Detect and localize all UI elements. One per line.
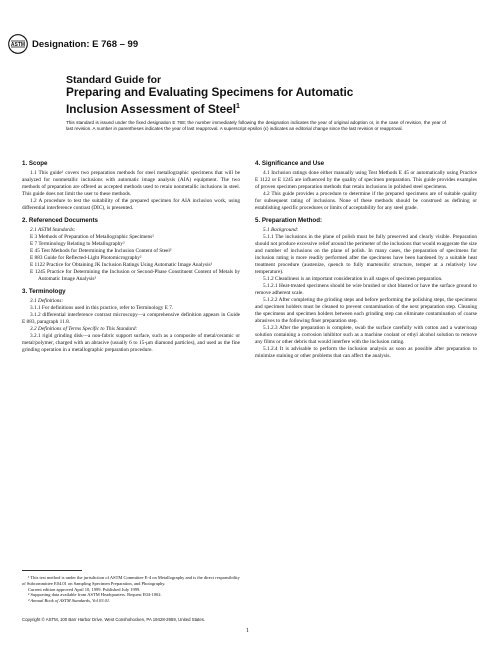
footnote-1-edition: Current edition approved April 10, 1999. Published July 1999. xyxy=(28,586,141,592)
paragraph-5-1-2: 5.1.2 Cleanliness is an important consideration in all stages of specimen preparation. xyxy=(263,276,443,282)
paragraph-4-2: 4.2 This guide provides a procedure to determine if the prepared specimens are of suitable quality for subsequent rating of inclusions. None of these methods should be construed as defining or establishing specific procedures or limits of acceptability for any steel grade. xyxy=(255,191,477,211)
paragraph-5-1-1: 5.1.1 The inclusions in the plane of polish must be fully preserved and clearly visible. Preparation should not produce excessive relief around the perimeter of the inclusions that would exaggerate the size and number of inclusions on the plane of polish. In many cases, the preparation of specimens for inclusion rating is more readily performed after the specimens have been hardened by a suitable heat treatment procedure (austenize, quench to fully martensitic structure, temper at a relatively low temperature). xyxy=(255,234,477,275)
paragraph-3-1-1: 3.1.1 For definitions used in this practice, refer to Terminology E 7. xyxy=(30,305,174,311)
designation: Designation: E 768 – 99 xyxy=(32,38,139,50)
section-heading-scope: 1. Scope xyxy=(22,160,48,167)
paragraph-3-2: 3.2 Definitions of Terms Specific to This Standard: xyxy=(30,326,138,332)
title-footnote-mark: 1 xyxy=(236,102,240,110)
title-line-1: Preparing and Evaluating Specimens for Automatic xyxy=(66,85,354,99)
footnote-1: ¹ This test method is under the jurisdiction of ASTM Committee E-4 on Metallography and is the direct responsibility of Subcommittee E04.01 on Sampling Specimen Preparation, and Photography. xyxy=(22,575,240,586)
paragraph-5-1-2-2: 5.1.2.2 After completing the grinding steps and before performing the polishing steps, the specimens and specimen holders must be cleaned to prevent contamination of the next preparation step. Cleaning the specimens and specimen holders between each grinding step can eliminate contamination of coarse abrasives to the following finer preparation step. xyxy=(255,297,477,324)
footnotes xyxy=(22,572,240,604)
right-column xyxy=(255,160,477,360)
reference-item: E 45 Test Methods for Determining the Inclusion Content of Steel² xyxy=(30,248,172,254)
footnote-3: ³ Annual Book of ASTM Standards, Vol 03.01. xyxy=(28,598,111,604)
paragraph-1-2: 1.2 A procedure to test the suitability of the prepared specimen for AIA inclusion work, using differential interference contrast (DIC), is presented. xyxy=(22,198,240,211)
copyright-notice: Copyright © ASTM, 100 Barr Harbor Drive, West Conshohocken, PA 19428-2959, United States. xyxy=(22,617,206,622)
reference-item: E 3 Methods of Preparation of Metallographic Specimens² xyxy=(30,234,154,240)
paragraph-4-1: 4.1 Inclusion ratings done either manually using Test Methods E 45 or automatically using Practice E 1122 or E 1245 are influenced by the quality of specimen preparation. This guide provides examples of proven specimen preparation methods that retain inclusions in polished steel specimens. xyxy=(255,170,477,190)
paragraph-1-1: 1.1 This guide¹ covers two preparation methods for steel metallographic specimens that will be analyzed for nonmetallic inclusions with automatic image analysis (AIA) equipment. The two methods of preparation are offered as accepted methods used to retain nonmetallic inclusions in steel. This guide does not limit the user to these methods. xyxy=(22,170,240,197)
paragraph-3-2-1: 3.2.1 rigid grinding disk—a non-fabric support surface, such as a composite of metal/ceramic or metal/polymer, charged with an abrasive (usually 6 to 15-μm diamond particles), and used as the fine grinding operation in a metallographic preparation procedure. xyxy=(22,333,240,353)
paragraph-2-1: 2.1 ASTM Standards: xyxy=(30,227,76,233)
reference-item: E 7 Terminology Relating to Metallography² xyxy=(30,241,125,247)
left-column xyxy=(22,160,240,354)
issuance-note: This standard is issued under the fixed designation E 768; the number immediately following the designation indicates the year of original adoption or, in the case of revision, the year of last revision. A number in parentheses indicates the year of last reapproval. A superscript epsilon (ε) indicates an editorial change since the last revision or reapproval. xyxy=(66,120,446,132)
section-heading-preparation-method: 5. Preparation Method: xyxy=(255,217,323,224)
title-block xyxy=(66,74,426,116)
section-heading-significance: 4. Significance and Use xyxy=(255,160,325,167)
title-prefix: Standard Guide for xyxy=(66,74,162,86)
page-number: 1 xyxy=(246,628,249,634)
paragraph-5-1: 5.1 Background: xyxy=(263,227,299,233)
paragraph-3-1: 3.1 Definitions: xyxy=(30,298,64,304)
footnote-rule xyxy=(22,570,82,571)
svg-text:ASTM: ASTM xyxy=(10,41,26,48)
reference-item: E 883 Guide for Reflected-Light Photomicrography² xyxy=(30,255,142,261)
reference-item: E 1122 Practice for Obtaining JK Inclusion Ratings Using Automatic Image Analysis² xyxy=(30,262,213,268)
document-header xyxy=(8,32,138,56)
astm-logo-icon xyxy=(8,33,28,55)
title-line-2: Inclusion Assessment of Steel$^1$ xyxy=(66,101,240,116)
section-heading-referenced-documents: 2. Referenced Documents xyxy=(22,217,98,224)
paragraph-3-1-2: 3.1.2 differential interference contrast microscopy—a comprehensive definition appears in Guide E 883, paragraph 11.8. xyxy=(22,312,240,325)
paragraph-5-1-2-4: 5.1.2.4 It is advisable to perform the inclusion analysis as soon as possible after preparation to minimize staining or other problems that can affect the analysis. xyxy=(255,346,477,359)
reference-item: E 1245 Practice for Determining the Inclusion or Second-Phase Constituent Content of Metals by Automatic Image Analysis² xyxy=(30,269,240,282)
section-heading-terminology: 3. Terminology xyxy=(22,288,66,295)
footnote-2: ² Supporting data available from ASTM Headquarters. Request E04-1002. xyxy=(28,592,162,598)
paragraph-5-1-2-1: 5.1.2.1 Heat-treated specimens should be wire brushed or shot blasted or have the surface ground to remove adherent scale. xyxy=(255,283,477,296)
paragraph-5-1-2-3: 5.1.2.3 After the preparation is complete, swab the surface carefully with cotton and a water/soap solution containing a corrosion inhibitor such as a machine coolant or ethyl alcohol solution to remove any films or other debris that would interfere with the inclusion rating. xyxy=(255,325,477,345)
